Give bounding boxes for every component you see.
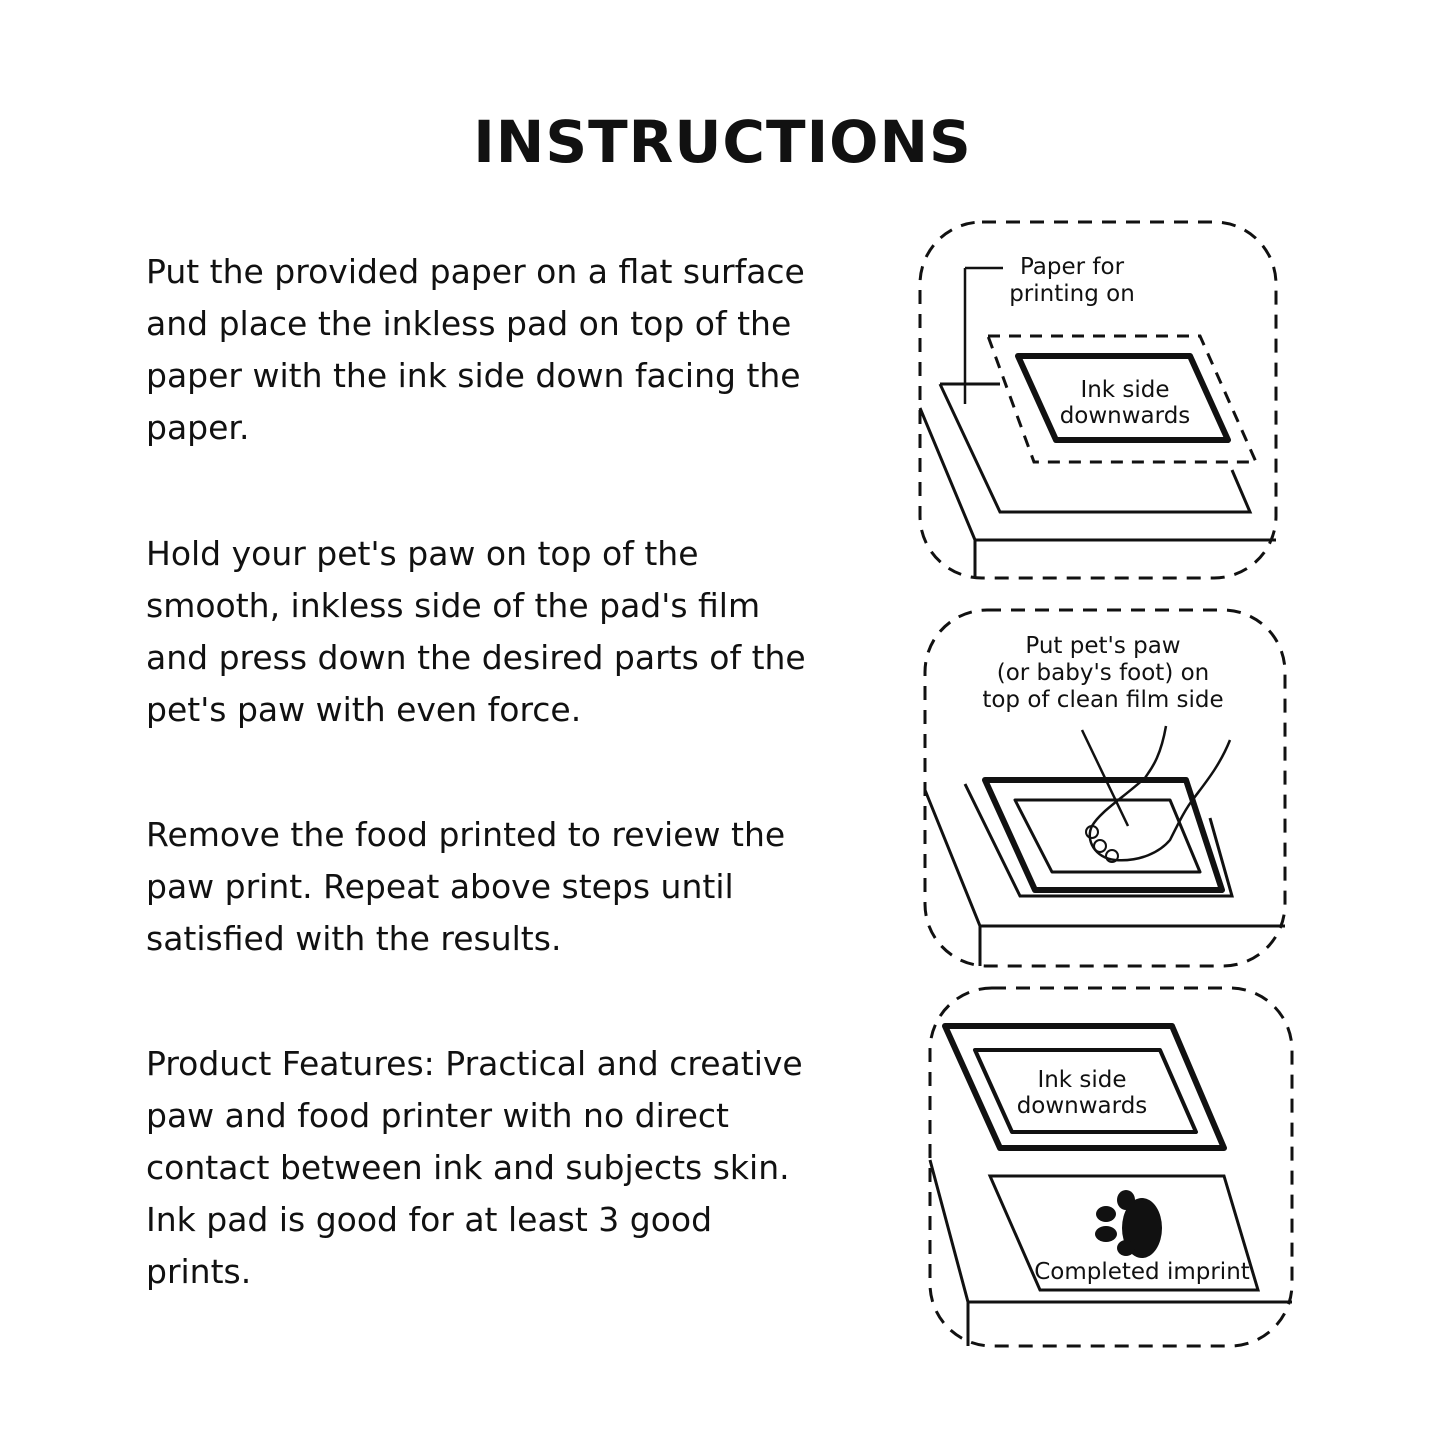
- step-3-text: Remove the food printed to review the paw print. Repeat above steps until satisfied with the results.: [146, 815, 786, 958]
- paw-print-icon: [1095, 1190, 1162, 1258]
- panel-2-label-3: top of clean film side: [982, 687, 1224, 713]
- panel-1-label-ink-2: downwards: [1059, 403, 1191, 429]
- panel-1-label-paper-1: Paper for: [1019, 254, 1125, 280]
- panel-1-label-paper-2: printing on: [1009, 281, 1135, 307]
- panel-2-label-1: Put pet's paw: [1025, 633, 1181, 659]
- panel-3-label-ink-1: Ink side: [1037, 1067, 1127, 1093]
- panel-1-label-ink-1: Ink side: [1080, 377, 1170, 403]
- step-4-text: Product Features: Practical and creative paw and food printer with no direct contact between ink and subjects skin. Ink pad is good for at least 3 good prints.: [146, 1044, 803, 1291]
- page-title: INSTRUCTIONS: [473, 108, 972, 176]
- step-2-text: Hold your pet's paw on top of the smooth, inkless side of the pad's film and press down the desired parts of the pet's paw with even force.: [146, 534, 806, 729]
- panel-3-label-ink-2: downwards: [1016, 1093, 1148, 1119]
- panel-2-label-2: (or baby's foot) on: [996, 660, 1210, 686]
- panel-3-table: [930, 1160, 1292, 1346]
- step-1-text: Put the provided paper on a flat surface and place the inkless pad on top of the paper with the ink side down facing the paper.: [146, 252, 805, 447]
- panel-3-label-completed: Completed imprint: [1034, 1259, 1250, 1285]
- panel-3-dashed-frame: [930, 988, 1292, 1346]
